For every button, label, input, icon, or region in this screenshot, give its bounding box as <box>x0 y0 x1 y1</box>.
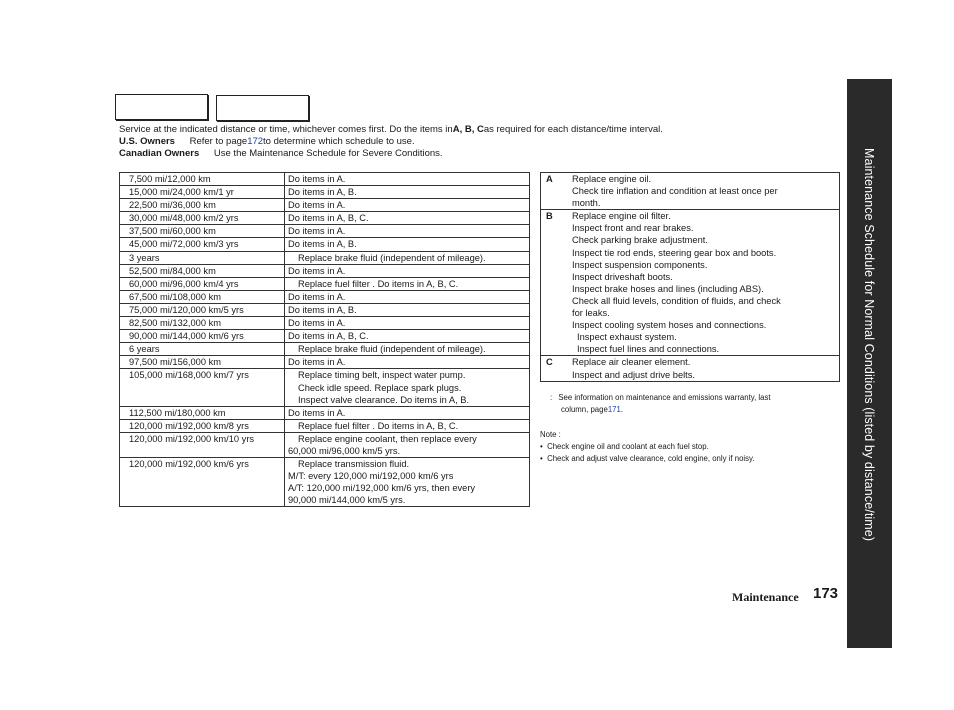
schedule-interval: 90,000 mi/144,000 km/6 yrs <box>120 330 285 343</box>
schedule-service <box>285 317 530 330</box>
schedule-interval: 105,000 mi/168,000 km/7 yrs <box>120 369 285 406</box>
schedule-service-line: Inspect valve clearance. Do items in A, B. <box>298 394 470 405</box>
header-box-right <box>216 95 309 121</box>
schedule-service <box>285 303 530 316</box>
schedule-row <box>120 264 530 277</box>
schedule-interval: 97,500 mi/156,000 km <box>120 356 285 369</box>
schedule-row <box>120 251 530 264</box>
schedule-service <box>285 290 530 303</box>
schedule-service-line: 60,000 mi/96,000 km/5 yrs. <box>288 445 401 456</box>
item-group-tasks <box>572 173 840 210</box>
item-group-label: B <box>541 210 573 356</box>
item-group-tasks <box>572 356 840 381</box>
schedule-service <box>285 343 530 356</box>
schedule-interval: 37,500 mi/60,000 km <box>120 225 285 238</box>
item-task: Inspect suspension components. <box>572 259 708 270</box>
schedule-service-line: 90,000 mi/144,000 km/5 yrs. <box>288 495 406 506</box>
note-bullet-text: Check and adjust valve clearance, cold engine, only if noisy. <box>547 454 755 463</box>
schedule-row <box>120 343 530 356</box>
item-task: Inspect tie rod ends, steering gear box and boots. <box>572 247 777 258</box>
canadian-owners-text: Use the Maintenance Schedule for Severe Conditions. <box>213 148 443 159</box>
schedule-service <box>285 199 530 212</box>
item-task: Replace engine oil. <box>572 174 652 184</box>
schedule-service <box>285 419 530 432</box>
schedule-service-line: Replace brake fluid (independent of mileage). <box>298 252 486 263</box>
item-task: Inspect driveshaft boots. <box>572 271 673 282</box>
schedule-service-line: Do items in A. <box>288 200 346 211</box>
item-group-label: A <box>541 173 573 210</box>
schedule-service <box>285 186 530 199</box>
footnote-line-1: See information on maintenance and emissions warranty, last <box>558 393 771 402</box>
item-task: Inspect and adjust drive belts. <box>572 369 695 380</box>
schedule-service-line: Do items in A. <box>288 226 346 237</box>
schedule-row <box>120 317 530 330</box>
schedule-interval: 45,000 mi/72,000 km/3 yrs <box>120 238 285 251</box>
sidebar-title: Maintenance Schedule for Normal Conditions (listed by distance/time) <box>862 148 876 542</box>
footer-section-label: Maintenance <box>732 590 799 604</box>
schedule-service-line: Replace transmission fluid. <box>298 459 410 470</box>
schedule-service-line: Replace brake fluid (independent of mileage). <box>298 344 486 355</box>
maintenance-items-table <box>540 172 840 382</box>
item-group-tasks <box>572 210 840 356</box>
schedule-service-line: Do items in A. <box>288 265 346 276</box>
schedule-row <box>120 419 530 432</box>
schedule-interval: 75,000 mi/120,000 km/5 yrs <box>120 303 285 316</box>
schedule-service-line: Replace fuel filter . Do items in A, B, C. <box>298 420 459 431</box>
schedule-row <box>120 290 530 303</box>
schedule-interval: 3 years <box>120 251 285 264</box>
schedule-service <box>285 251 530 264</box>
schedule-row <box>120 330 530 343</box>
schedule-service-line: M/T: every 120,000 mi/192,000 km/6 yrs <box>288 471 454 482</box>
item-group-c <box>541 356 840 381</box>
item-task: month. <box>572 198 601 209</box>
schedule-service <box>285 277 530 290</box>
schedule-service <box>285 369 530 406</box>
schedule-service-line: Replace fuel filter . Do items in A, B, C. <box>298 278 459 289</box>
schedule-service-line: Do items in A, B, C. <box>288 331 369 342</box>
schedule-interval: 112,500 mi/180,000 km <box>120 406 285 419</box>
schedule-row <box>120 356 530 369</box>
schedule-interval: 120,000 mi/192,000 km/6 yrs <box>120 458 285 507</box>
schedule-row <box>120 199 530 212</box>
item-task: Replace engine oil filter. <box>572 211 671 222</box>
schedule-interval: 15,000 mi/24,000 km/1 yr <box>120 186 285 199</box>
schedule-interval: 67,500 mi/108,000 km <box>120 290 285 303</box>
schedule-interval: 120,000 mi/192,000 km/10 yrs <box>120 432 285 457</box>
item-task: Inspect cooling system hoses and connections. <box>572 320 767 331</box>
page-link-171[interactable]: 171 <box>607 405 621 414</box>
schedule-row <box>120 225 530 238</box>
schedule-service <box>285 225 530 238</box>
schedule-service-line: Replace engine coolant, then replace every <box>298 433 477 444</box>
item-task: Replace air cleaner element. <box>572 357 691 368</box>
schedule-row <box>120 432 530 457</box>
header-box-left <box>115 94 208 120</box>
schedule-service <box>285 330 530 343</box>
schedule-row <box>120 369 530 406</box>
footnote-line-2: column, page <box>561 405 608 414</box>
schedule-service-line: Do items in A, B. <box>288 304 357 315</box>
schedule-row <box>120 277 530 290</box>
item-group-label: C <box>541 356 573 381</box>
schedule-service <box>285 356 530 369</box>
schedule-service-line: Do items in A. <box>288 318 346 329</box>
schedule-row <box>120 186 530 199</box>
schedule-service <box>285 212 530 225</box>
item-task: Inspect fuel lines and connections. <box>577 344 720 355</box>
page-number: 173 <box>813 585 839 602</box>
schedule-row <box>120 303 530 316</box>
item-task: Check tire inflation and condition at least once per <box>572 186 778 197</box>
intro-text-end: as required for each distance/time interval. <box>483 124 663 135</box>
note-bullet: • Check and adjust valve clearance, cold engine, only if noisy. <box>540 454 755 463</box>
us-owners-label: U.S. Owners <box>119 136 175 147</box>
schedule-interval: 60,000 mi/96,000 km/4 yrs <box>120 277 285 290</box>
schedule-service <box>285 264 530 277</box>
schedule-row <box>120 406 530 419</box>
note-bullet: • Check engine oil and coolant at each fuel stop. <box>540 442 709 451</box>
schedule-service-line: Do items in A. <box>288 357 346 368</box>
schedule-service-line: Check idle speed. Replace spark plugs. <box>298 382 462 393</box>
schedule-interval: 52,500 mi/84,000 km <box>120 264 285 277</box>
schedule-service-line: A/T: 120,000 mi/192,000 km/6 yrs, then every <box>288 483 476 494</box>
schedule-interval: 120,000 mi/192,000 km/8 yrs <box>120 419 285 432</box>
schedule-service <box>285 406 530 419</box>
schedule-service <box>285 432 530 457</box>
schedule-interval: 30,000 mi/48,000 km/2 yrs <box>120 212 285 225</box>
schedule-service <box>285 173 530 186</box>
item-task: Inspect brake hoses and lines (including ABS). <box>572 283 764 294</box>
schedule-table <box>119 172 530 507</box>
us-owners-text: Refer to page <box>189 136 248 147</box>
item-task: for leaks. <box>572 308 610 319</box>
schedule-service-line: Do items in A. <box>288 174 346 184</box>
schedule-row <box>120 212 530 225</box>
schedule-interval: 6 years <box>120 343 285 356</box>
schedule-interval: 82,500 mi/132,000 km <box>120 317 285 330</box>
item-task: Inspect exhaust system. <box>577 332 677 343</box>
schedule-service-line: Do items in A, B, C. <box>288 213 369 224</box>
item-group-b <box>541 210 840 356</box>
intro-text: Service at the indicated distance or time, whichever comes first. Do the items in <box>119 124 453 135</box>
us-owners-text-end: to determine which schedule to use. <box>263 136 415 147</box>
footnote-line-2-row <box>561 404 623 416</box>
canadian-owners-line <box>119 148 443 160</box>
footnote <box>550 392 771 404</box>
schedule-service-line: Do items in A, B. <box>288 239 357 250</box>
item-group-a <box>541 173 840 210</box>
schedule-service-line: Replace timing belt, inspect water pump. <box>298 370 466 381</box>
schedule-service-line: Do items in A, B. <box>288 187 357 198</box>
schedule-service-line: Do items in A. <box>288 407 346 418</box>
schedule-row <box>120 458 530 507</box>
item-task: Check all fluid levels, condition of fluids, and check <box>572 295 781 306</box>
item-task: Check parking brake adjustment. <box>572 235 708 246</box>
schedule-row <box>120 238 530 251</box>
note-title: Note : <box>540 430 561 439</box>
canadian-owners-label: Canadian Owners <box>119 148 200 159</box>
us-owners-line <box>119 136 415 148</box>
intro-bold-items: A, B, C <box>452 124 484 135</box>
schedule-service <box>285 238 530 251</box>
note-bullet-text: Check engine oil and coolant at each fuel stop. <box>547 442 709 451</box>
schedule-service <box>285 458 530 507</box>
page-link-172[interactable]: 172 <box>247 136 264 147</box>
schedule-row <box>120 173 530 186</box>
item-task: Inspect front and rear brakes. <box>572 223 694 234</box>
intro-paragraph <box>119 124 663 136</box>
schedule-interval: 7,500 mi/12,000 km <box>120 173 285 186</box>
footnote-marker: : <box>550 393 553 402</box>
schedule-service-line: Do items in A. <box>288 291 346 302</box>
footnote-line-2-end: . <box>620 405 623 414</box>
schedule-interval: 22,500 mi/36,000 km <box>120 199 285 212</box>
